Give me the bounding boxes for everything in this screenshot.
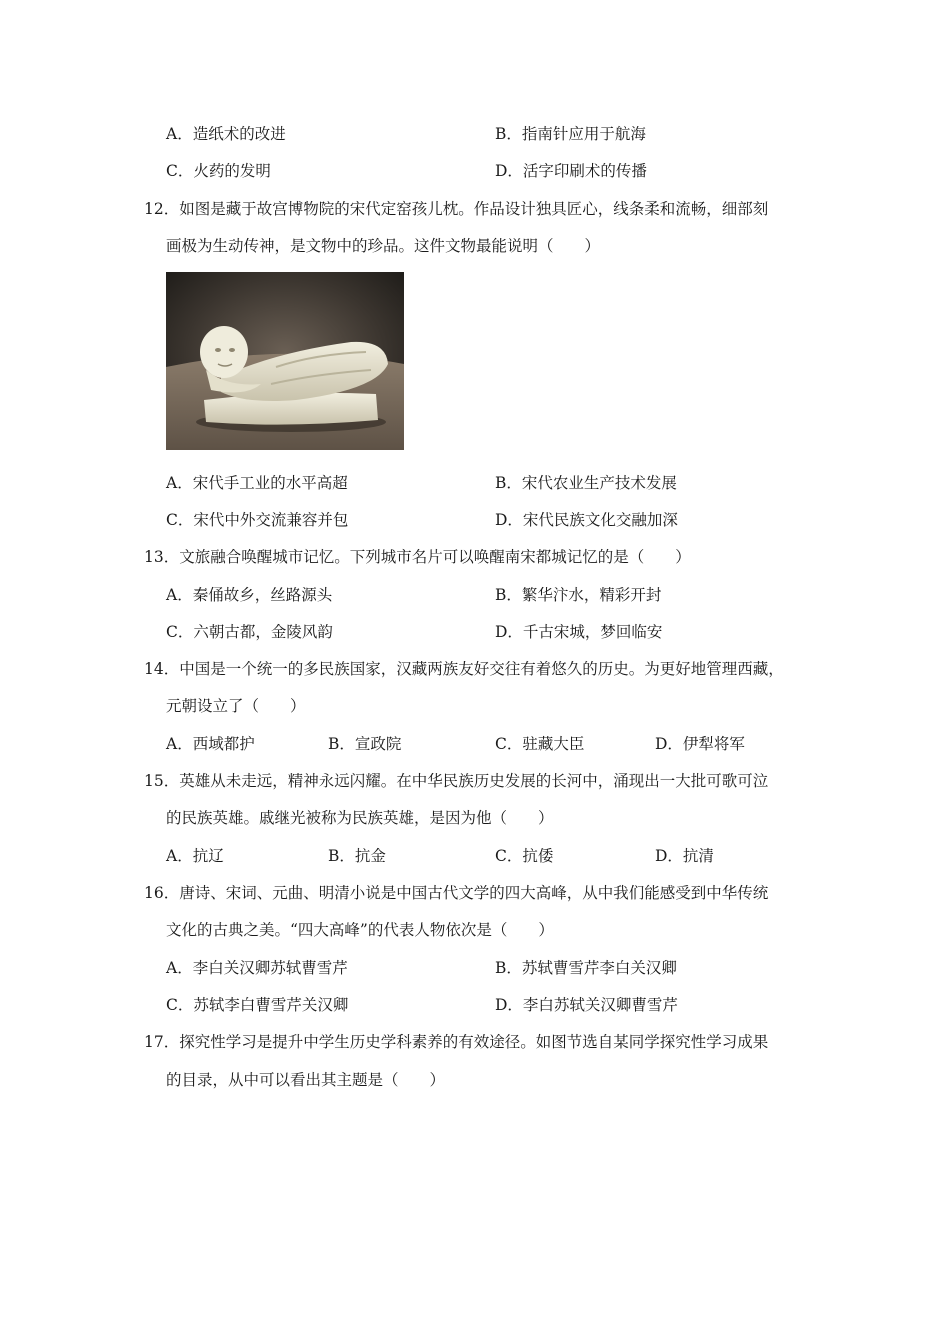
q16-option-b: B．苏轼曹雪芹李白关汉卿 bbox=[495, 959, 677, 977]
q15-stem-line2: 的民族英雄。戚继光被称为民族英雄，是因为他（ ） bbox=[166, 809, 554, 827]
q14-stem-line1: 14．中国是一个统一的多民族国家，汉藏两族友好交往有着悠久的历史。为更好地管理西藏， bbox=[144, 660, 784, 678]
q13-option-a: A．秦俑故乡，丝路源头 bbox=[166, 586, 333, 604]
q14-stem-line2: 元朝设立了（ ） bbox=[166, 697, 306, 715]
porcelain-child-pillow-photo bbox=[166, 272, 404, 450]
q16-option-d: D．李白苏轼关汉卿曹雪芹 bbox=[495, 996, 678, 1014]
q12-stem-line2: 画极为生动传神，是文物中的珍品。这件文物最能说明（ ） bbox=[166, 237, 601, 255]
q17-stem-line2: 的目录，从中可以看出其主题是（ ） bbox=[166, 1071, 446, 1089]
q15-option-c: C．抗倭 bbox=[495, 847, 554, 865]
q13-option-d: D．千古宋城，梦回临安 bbox=[495, 623, 663, 641]
q16-option-a: A．李白关汉卿苏轼曹雪芹 bbox=[166, 959, 348, 977]
q12-option-b: B．宋代农业生产技术发展 bbox=[495, 474, 677, 492]
q11-option-b: B．指南针应用于航海 bbox=[495, 125, 646, 143]
q12-option-d: D．宋代民族文化交融加深 bbox=[495, 511, 678, 529]
q16-stem-line1: 16．唐诗、宋词、元曲、明清小说是中国古代文学的四大高峰，从中我们能感受到中华传统 bbox=[144, 884, 769, 902]
q13-stem-line1: 13．文旅融合唤醒城市记忆。下列城市名片可以唤醒南宋都城记忆的是（ ） bbox=[144, 548, 691, 566]
q12-option-c: C．宋代中外交流兼容并包 bbox=[166, 511, 349, 529]
q13-option-b: B．繁华汴水，精彩开封 bbox=[495, 586, 662, 604]
q16-stem-line2: 文化的古典之美。“四大高峰”的代表人物依次是（ ） bbox=[166, 921, 554, 939]
q15-option-d: D．抗清 bbox=[655, 847, 714, 865]
q11-option-d: D．活字印刷术的传播 bbox=[495, 162, 647, 180]
q15-stem-line1: 15．英雄从未走远，精神永远闪耀。在中华民族历史发展的长河中，涌现出一大批可歌可泣 bbox=[144, 772, 769, 790]
q11-option-a: A．造纸术的改进 bbox=[166, 125, 286, 143]
q14-option-c: C．驻藏大臣 bbox=[495, 735, 585, 753]
q16-option-c: C．苏轼李白曹雪芹关汉卿 bbox=[166, 996, 349, 1014]
q15-option-a: A．抗辽 bbox=[166, 847, 224, 865]
q13-option-c: C．六朝古都，金陵风韵 bbox=[166, 623, 333, 641]
q12-option-a: A．宋代手工业的水平高超 bbox=[166, 474, 348, 492]
q17-stem-line1: 17．探究性学习是提升中学生历史学科素养的有效途径。如图节选自某同学探究性学习成果 bbox=[144, 1033, 769, 1051]
q14-option-d: D．伊犁将军 bbox=[655, 735, 745, 753]
q14-option-a: A．西域都护 bbox=[166, 735, 255, 753]
q12-stem-line1: 12．如图是藏于故宫博物院的宋代定窑孩儿枕。作品设计独具匠心，线条柔和流畅，细部刻 bbox=[144, 200, 769, 218]
q14-option-b: B．宣政院 bbox=[328, 735, 402, 753]
q15-option-b: B．抗金 bbox=[328, 847, 386, 865]
q11-option-c: C．火药的发明 bbox=[166, 162, 271, 180]
